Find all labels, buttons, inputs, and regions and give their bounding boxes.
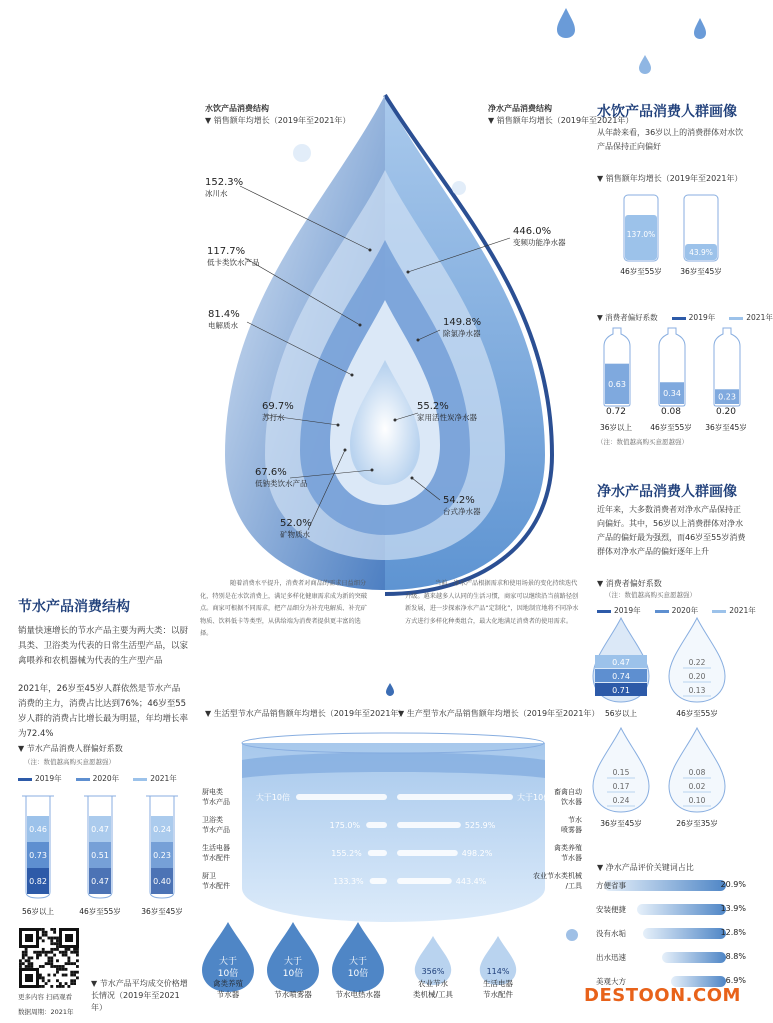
tube-value: 0.24 — [153, 825, 171, 834]
keyword-row — [596, 949, 746, 965]
small-drop-value: 114% — [486, 967, 510, 976]
drop-label: 67.6% 低钠类饮水产品 — [255, 467, 308, 488]
tank-right-bar — [397, 822, 461, 828]
deco-drop — [639, 55, 651, 74]
qr-code[interactable] — [18, 927, 80, 989]
bottle-v2021: 0.34 — [663, 389, 681, 399]
small-drop-name: 类机械/工具 — [412, 990, 454, 999]
save-struct-p1: 销量快速增长的节水产品主要为两大类：以厨具类、卫浴类为代表的日常生活型产品，以家禽喂养和农机器械为代表的生产型产品 — [18, 626, 189, 666]
pref-value: 0.15 — [612, 768, 630, 777]
small-drop-value: 10倍 — [282, 969, 304, 979]
tank-left-name: 节水配件 — [202, 854, 230, 862]
tank-right-name: 禽类养殖 — [554, 844, 582, 852]
tank-right-value: 525.9% — [464, 821, 496, 830]
deco-drop — [386, 683, 394, 696]
bottle-label: 36岁至45岁 — [705, 423, 747, 432]
tank-right-bar — [397, 878, 452, 884]
tube-value: 0.82 — [29, 877, 47, 886]
tank-right-name: 节水 — [568, 816, 582, 824]
tube-value: 0.51 — [91, 851, 109, 860]
drop-label: 81.4% 电解质水 — [208, 309, 240, 330]
pref-drop-label: 36岁至45岁 — [600, 819, 642, 828]
small-drop — [415, 936, 451, 985]
glass-label: 46岁至55岁 — [620, 267, 662, 276]
bottle-label: 46岁至55岁 — [650, 423, 692, 432]
pref-value: 0.10 — [688, 796, 706, 805]
bottle-v2021: 0.63 — [608, 379, 626, 389]
pref-value: 0.08 — [688, 768, 706, 777]
bottle-v2019: 0.20 — [715, 407, 737, 417]
tube-value: 0.47 — [91, 877, 109, 886]
tank-left-value: 155.2% — [331, 849, 362, 858]
pref-value: 0.20 — [688, 672, 706, 681]
tank-right-name: 饮水器 — [561, 798, 582, 806]
pref-value: 0.74 — [612, 672, 630, 681]
purifier-legend: 2019年 2020年 2021年 — [597, 605, 756, 616]
bottle-v2021: 0.23 — [718, 392, 736, 402]
tank-left-name: 节水配件 — [202, 882, 230, 890]
keyword-value: 13.9% — [720, 904, 746, 913]
tank-sub-left: ▼ 生活型节水产品销售额年均增长（2019年至2021年） — [205, 709, 407, 718]
keyword-row — [596, 925, 746, 941]
tube-value: 0.46 — [29, 825, 47, 834]
glass-value: 137.0% — [626, 230, 656, 239]
tank-right-name: 畜禽自动 — [554, 788, 582, 796]
deco-drop — [557, 8, 575, 38]
tank-left-bar — [366, 822, 387, 828]
small-drop-value: 10倍 — [217, 969, 239, 979]
tank-right-name: 节水器 — [561, 854, 582, 862]
small-drops-chart — [198, 918, 528, 1013]
left-struct-sub: ▼ 销售额年均增长（2019年至2021年） — [205, 116, 351, 125]
tank-right-name: /工具 — [565, 882, 582, 890]
keyword-row — [596, 877, 746, 893]
water-note: （注：数值越高购买意愿越强） — [597, 438, 688, 446]
bottle-chart — [596, 328, 746, 408]
price-note: ▼ 节水产品平均成交价格增长情况（2019年至2021年） — [91, 979, 188, 1012]
drop-label: 69.7% 苏打水 — [262, 401, 294, 422]
purifier-note: （注：数值越高购买意愿越强） — [605, 591, 696, 599]
essay-left: 随着消费水平提升，消费者对商品的需求日益细分化，特别是在水饮消费上，满足多样化健康需求成为新的突破点。商家可根据不同需求，把产品细分为补充电解质、补充矿物质、饮料低卡等类型，从供给端为消费者提供更丰富的选择。 — [200, 580, 368, 637]
right-struct-sub: ▼ 销售额年均增长（2019年至2021年） — [488, 116, 634, 125]
pref-value: 0.17 — [612, 782, 630, 791]
tank-left-name: 节水产品 — [202, 826, 230, 834]
glass-label: 36岁至45岁 — [680, 267, 722, 276]
deco-drop — [694, 18, 706, 39]
keyword-row — [596, 901, 746, 917]
pref-drop-label: 46岁至55岁 — [676, 709, 718, 718]
deco-bubble — [452, 181, 466, 195]
small-drop-name: 农业节水 — [418, 979, 448, 988]
deco-bubble — [566, 929, 578, 941]
pref-value: 0.47 — [612, 658, 630, 667]
keyword-name: 出水迅速 — [596, 953, 626, 962]
tube-label: 46岁至55岁 — [79, 907, 121, 916]
bottle-v2019: 0.72 — [605, 407, 627, 417]
keyword-value: 6.9% — [725, 976, 746, 985]
right-struct-title: 净水产品消费结构 — [488, 104, 552, 113]
keyword-bar — [637, 904, 726, 915]
tube-value: 0.23 — [153, 851, 171, 860]
tank-right-bar — [397, 794, 513, 800]
tank-right-name: 农业节水类机械 — [533, 872, 582, 880]
tank-left-bar — [296, 794, 387, 800]
drop-label: 54.2% 台式净水器 — [443, 495, 481, 516]
bottle-label: 36岁以上 — [599, 423, 633, 432]
keyword-bar — [643, 928, 726, 939]
tank-left-name: 生活电器 — [202, 844, 230, 852]
save-note: （注：数值越高购买意愿越强） — [24, 758, 115, 766]
small-drop-name: 节水喷雾器 — [274, 990, 312, 999]
drop-label: 117.7% 低卡类饮水产品 — [207, 246, 260, 267]
pref-drop-label: 56岁以上 — [604, 709, 638, 718]
essay-right: 当前，净水产品根据需求和使用场景的变化持续迭代升级。越来越多人认同的生活习惯，商家可以继续沿当前路径创新发展，进一步探索净水产品“定制化”，因地制宜地将不同净水方式进行多样化种类组合，最大化地满足消费者的使用需求。 — [405, 580, 579, 625]
keyword-name: 方便省事 — [596, 881, 626, 890]
drop-label: 52.0% 矿物质水 — [280, 518, 312, 539]
small-drop-value: 大于 — [348, 957, 368, 967]
small-drop-value: 大于 — [218, 957, 238, 967]
small-drop — [480, 936, 516, 985]
tank-sub-right: ▼ 生产型节水产品销售额年均增长（2019年至2021年） — [398, 709, 600, 718]
keyword-bar — [662, 952, 726, 963]
small-drop-name: 节水器 — [216, 990, 240, 999]
water-legend: ▼ 消费者偏好系数 2019年 2021年 — [597, 313, 773, 322]
tube-value: 0.47 — [91, 825, 109, 834]
tubes-chart — [14, 790, 199, 918]
pref-value: 0.24 — [612, 796, 630, 805]
keyword-value: 20.9% — [720, 880, 746, 889]
tank-left-name: 厨电类 — [202, 788, 223, 796]
small-drop-name: 禽类养殖 — [213, 979, 243, 988]
small-drop-name: 节水电热水器 — [335, 990, 381, 999]
keyword-value: 8.8% — [725, 952, 746, 961]
keyword-name: 没有水垢 — [596, 929, 626, 938]
small-drop-name: 生活电器 — [483, 979, 513, 988]
pref-value: 0.13 — [688, 686, 706, 695]
tank-left-name: 厨卫 — [202, 872, 216, 880]
keywords-sub: ▼ 净水产品评价关键词占比 — [597, 863, 694, 872]
tank-right-value: 大于10倍 — [517, 793, 552, 802]
purifier-pref-sub: ▼ 消费者偏好系数 — [597, 579, 662, 588]
save-legend: 2019年 2020年 2021年 — [18, 773, 177, 784]
deco-bubble — [293, 144, 311, 162]
water-people-sub: ▼ 销售额年均增长（2019年至2021年） — [597, 174, 743, 183]
tank-right-value: 443.4% — [455, 877, 487, 886]
pref-value: 0.71 — [612, 686, 630, 695]
drop-label: 149.8% 除氯净水器 — [443, 317, 482, 338]
tank-left-value: 大于10倍 — [255, 793, 290, 802]
data-source: 数据周期：2021年 — [18, 1008, 74, 1016]
drop-label: 446.0% 变频功能净水器 — [513, 226, 566, 247]
tube-label: 36岁至45岁 — [141, 907, 183, 916]
drop-label: 55.2% 家用活性炭净水器 — [417, 401, 477, 422]
tank-left-bar — [370, 878, 387, 884]
keyword-name: 安装便捷 — [596, 905, 626, 914]
bottle-v2019: 0.08 — [660, 407, 682, 417]
left-struct-title: 水饮产品消费结构 — [205, 104, 269, 113]
pref-value: 0.22 — [688, 658, 706, 667]
water-people-title: 水饮产品消费人群画像 — [597, 104, 737, 120]
tank-right-name: 喷雾器 — [561, 826, 582, 834]
keyword-value: 12.8% — [720, 928, 746, 937]
small-drop-name: 节水配件 — [483, 990, 513, 999]
tank-left-name: 卫浴类 — [202, 816, 223, 824]
qr-caption: 更多内容 扫码观看 — [18, 993, 73, 1001]
tank-right-bar — [397, 850, 458, 856]
tank-right-value: 498.2% — [461, 849, 493, 858]
small-drop-value: 356% — [421, 967, 445, 976]
tank-left-name: 节水产品 — [202, 798, 230, 806]
pref-value: 0.02 — [688, 782, 706, 791]
drop-label: 152.3% 冰川水 — [205, 177, 244, 198]
save-struct-p2: 2021年，26岁至45岁人群依然是节水产品消费的主力，消费占比达到76%；46岁至55岁人群的消费占比增长最为明显，年均增长率为72.4% — [18, 684, 189, 739]
keyword-name: 美观大方 — [596, 977, 626, 986]
tube-value: 0.73 — [29, 851, 47, 860]
purifier-people-title: 净水产品消费人群画像 — [597, 484, 737, 500]
water-people-desc: 从年龄来看，36岁以上的消费群体对水饮产品保持正向偏好 — [597, 128, 744, 151]
tank-chart — [198, 780, 588, 900]
purifier-people-desc: 近年来，大多数消费者对净水产品保持正向偏好。其中，56岁以上消费群体对净水产品的偏好最为强烈，而46岁至55岁消费群体对净水产品的偏好逐年上升 — [597, 505, 746, 556]
save-struct-title: 节水产品消费结构 — [18, 599, 130, 615]
small-drop-value: 大于 — [283, 957, 303, 967]
pref-drop-label: 26岁至35岁 — [676, 819, 718, 828]
tank-left-bar — [368, 850, 387, 856]
save-pref-sub: ▼ 节水产品消费人群偏好系数 — [18, 744, 123, 753]
small-drop-value: 10倍 — [347, 969, 369, 979]
tank-left-value: 133.3% — [333, 877, 364, 886]
tank-left-value: 175.0% — [329, 821, 361, 830]
tube-value: 0.40 — [153, 877, 171, 886]
tube-label: 56岁以上 — [21, 907, 55, 916]
glass-value: 43.9% — [689, 248, 713, 257]
purifier-drops-chart — [596, 618, 750, 828]
watermark: DESTOON.COM — [584, 985, 741, 1006]
